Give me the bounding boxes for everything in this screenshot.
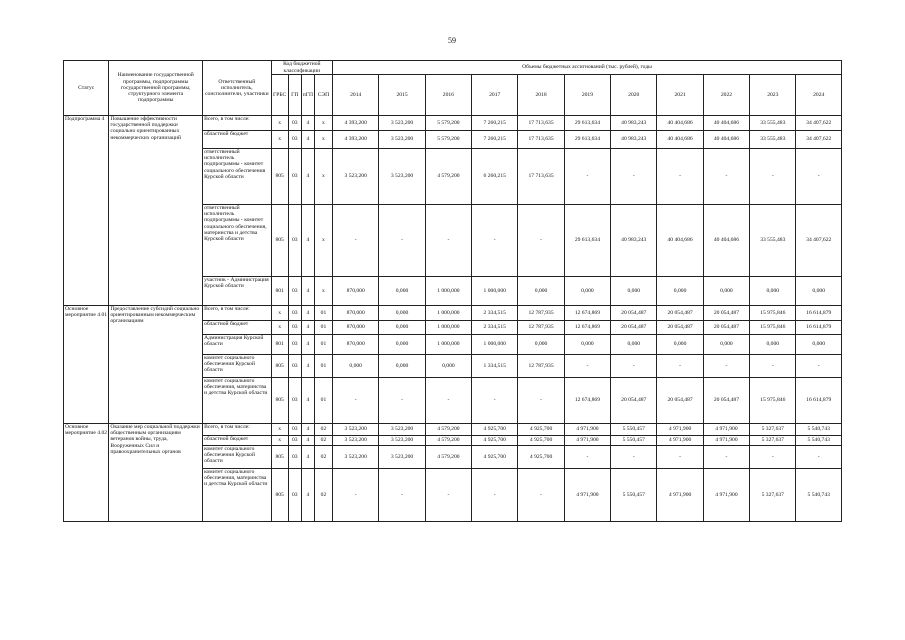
table-row bbox=[64, 306, 842, 321]
value-cell: - bbox=[796, 446, 842, 469]
value-cell: 0,000 bbox=[796, 277, 842, 306]
code-cell: 02 bbox=[314, 424, 332, 436]
value-cell: - bbox=[657, 446, 703, 469]
value-cell: 4 971,900 bbox=[564, 469, 610, 522]
code-cell: 03 bbox=[288, 205, 301, 277]
header-code-col: ГРБС bbox=[271, 75, 288, 116]
value-cell: 5 550,457 bbox=[611, 436, 657, 446]
code-cell: 01 bbox=[314, 378, 332, 424]
value-cell: 33 555,483 bbox=[750, 205, 796, 277]
value-cell: 33 555,483 bbox=[750, 131, 796, 149]
budget-allocation-table bbox=[63, 60, 842, 522]
executor-cell: Всего, в том числе: bbox=[203, 116, 272, 131]
value-cell: 34 407,622 bbox=[796, 205, 842, 277]
value-cell: 4 971,900 bbox=[657, 436, 703, 446]
value-cell: 34 407,622 bbox=[796, 116, 842, 131]
code-cell: 03 bbox=[288, 378, 301, 424]
value-cell: 29 613,634 bbox=[564, 116, 610, 131]
value-cell: - bbox=[379, 378, 425, 424]
code-cell: х bbox=[314, 205, 332, 277]
value-cell: 0,000 bbox=[703, 277, 749, 306]
code-cell: х bbox=[271, 306, 288, 321]
code-cell: 4 bbox=[301, 355, 314, 378]
code-cell: 4 bbox=[301, 446, 314, 469]
section-status: Основное мероприятие 4.01 bbox=[64, 306, 109, 424]
code-cell: 02 bbox=[314, 446, 332, 469]
value-cell: 20 054,487 bbox=[703, 378, 749, 424]
value-cell: 40 983,243 bbox=[611, 131, 657, 149]
executor-cell: участник - Администрация Курской области bbox=[203, 277, 272, 306]
value-cell: 40 404,686 bbox=[657, 131, 703, 149]
value-cell: 5 579,200 bbox=[425, 131, 471, 149]
code-cell: 02 bbox=[314, 436, 332, 446]
value-cell: 7 260,215 bbox=[472, 131, 518, 149]
table-header bbox=[64, 61, 842, 116]
value-cell: 40 404,686 bbox=[657, 116, 703, 131]
value-cell: 16 614,879 bbox=[796, 321, 842, 335]
value-cell: 16 614,879 bbox=[796, 378, 842, 424]
executor-cell: областной бюджет bbox=[203, 321, 272, 335]
value-cell: - bbox=[750, 446, 796, 469]
code-cell: 4 bbox=[301, 321, 314, 335]
code-cell: 01 bbox=[314, 306, 332, 321]
value-cell: - bbox=[333, 469, 379, 522]
value-cell: 4 579,200 bbox=[425, 436, 471, 446]
value-cell: 29 613,634 bbox=[564, 131, 610, 149]
value-cell: 5 550,457 bbox=[611, 424, 657, 436]
code-cell: 03 bbox=[288, 131, 301, 149]
header-year: 2017 bbox=[472, 75, 518, 116]
executor-cell: Администрация Курской области bbox=[203, 335, 272, 355]
code-cell: 03 bbox=[288, 116, 301, 131]
code-cell: 03 bbox=[288, 424, 301, 436]
code-cell: 4 bbox=[301, 424, 314, 436]
value-cell: 0,000 bbox=[379, 335, 425, 355]
value-cell: 0,000 bbox=[333, 355, 379, 378]
value-cell: 15 975,846 bbox=[750, 378, 796, 424]
value-cell: 12 674,869 bbox=[564, 321, 610, 335]
value-cell: - bbox=[472, 469, 518, 522]
code-cell: 4 bbox=[301, 306, 314, 321]
code-cell: х bbox=[271, 321, 288, 335]
header-volume-group: Объемы бюджетных ассигнований (тыс. рублей), годы bbox=[333, 61, 842, 75]
value-cell: 40 404,686 bbox=[703, 131, 749, 149]
table-row bbox=[64, 424, 842, 436]
value-cell: - bbox=[425, 378, 471, 424]
value-cell: 20 054,487 bbox=[657, 378, 703, 424]
header-year: 2019 bbox=[564, 75, 610, 116]
value-cell: 4 971,900 bbox=[657, 469, 703, 522]
value-cell: 5 540,743 bbox=[796, 469, 842, 522]
value-cell: 15 975,846 bbox=[750, 321, 796, 335]
value-cell: 4 971,900 bbox=[703, 469, 749, 522]
code-cell: 03 bbox=[288, 277, 301, 306]
value-cell: 3 523,200 bbox=[333, 149, 379, 205]
code-cell: 4 bbox=[301, 131, 314, 149]
value-cell: 3 523,200 bbox=[379, 446, 425, 469]
value-cell: 20 054,487 bbox=[703, 321, 749, 335]
value-cell: 3 523,200 bbox=[333, 446, 379, 469]
value-cell: 0,000 bbox=[703, 335, 749, 355]
value-cell: 15 975,846 bbox=[750, 306, 796, 321]
value-cell: 4 925,700 bbox=[518, 446, 564, 469]
value-cell: 870,000 bbox=[333, 335, 379, 355]
value-cell: 4 925,700 bbox=[472, 424, 518, 436]
executor-cell: комитет социального обеспечения, материнства и детства Курской области bbox=[203, 378, 272, 424]
value-cell: 4 971,900 bbox=[703, 424, 749, 436]
header-year: 2023 bbox=[750, 75, 796, 116]
value-cell: - bbox=[472, 205, 518, 277]
value-cell: - bbox=[611, 355, 657, 378]
value-cell: - bbox=[796, 149, 842, 205]
value-cell: 5 540,743 bbox=[796, 424, 842, 436]
value-cell: - bbox=[796, 355, 842, 378]
value-cell: 1 000,000 bbox=[425, 277, 471, 306]
value-cell: 4 925,700 bbox=[472, 446, 518, 469]
table-row bbox=[64, 116, 842, 131]
code-cell: 805 bbox=[271, 355, 288, 378]
code-cell: 4 bbox=[301, 335, 314, 355]
value-cell: 7 260,215 bbox=[472, 116, 518, 131]
value-cell: 40 404,686 bbox=[657, 205, 703, 277]
value-cell: 3 523,200 bbox=[333, 424, 379, 436]
value-cell: 4 393,200 bbox=[333, 116, 379, 131]
section-name: Предоставление субсидий социально ориентированным некоммерческим организациям bbox=[109, 306, 203, 424]
code-cell: 01 bbox=[314, 321, 332, 335]
section-name: Оказание мер социальной поддержки общественным организациям ветеранов войны, труда, Вооруженных Сил и правоохранительных органов bbox=[109, 424, 203, 522]
value-cell: 0,000 bbox=[518, 277, 564, 306]
executor-cell: ответственный исполнитель подпрограммы - комитет социального обеспечения, материнства и детства Курской области bbox=[203, 205, 272, 277]
value-cell: 4 925,700 bbox=[472, 436, 518, 446]
header-year: 2018 bbox=[518, 75, 564, 116]
value-cell: 40 404,686 bbox=[703, 205, 749, 277]
value-cell: 1 000,000 bbox=[425, 321, 471, 335]
value-cell: - bbox=[472, 378, 518, 424]
value-cell: - bbox=[657, 355, 703, 378]
value-cell: - bbox=[564, 355, 610, 378]
code-cell: 805 bbox=[271, 149, 288, 205]
executor-cell: комитет социального обеспечения, материнства и детства Курской области bbox=[203, 469, 272, 522]
value-cell: 0,000 bbox=[518, 335, 564, 355]
value-cell: - bbox=[611, 149, 657, 205]
header-year: 2024 bbox=[796, 75, 842, 116]
header-year: 2015 bbox=[379, 75, 425, 116]
code-cell: 4 bbox=[301, 378, 314, 424]
value-cell: 4 971,900 bbox=[703, 436, 749, 446]
header-year: 2014 bbox=[333, 75, 379, 116]
value-cell: 5 550,457 bbox=[611, 469, 657, 522]
value-cell: 17 713,635 bbox=[518, 131, 564, 149]
value-cell: 12 787,935 bbox=[518, 321, 564, 335]
value-cell: 5 540,743 bbox=[796, 436, 842, 446]
code-cell: х bbox=[271, 116, 288, 131]
code-cell: х bbox=[314, 116, 332, 131]
value-cell: 4 579,200 bbox=[425, 424, 471, 436]
value-cell: 29 613,634 bbox=[564, 205, 610, 277]
value-cell: 20 054,487 bbox=[657, 321, 703, 335]
value-cell: - bbox=[518, 205, 564, 277]
value-cell: 1 000,000 bbox=[472, 277, 518, 306]
table-body bbox=[64, 116, 842, 522]
value-cell: - bbox=[703, 149, 749, 205]
value-cell: 3 523,200 bbox=[379, 436, 425, 446]
code-cell: х bbox=[271, 131, 288, 149]
header-executor: Ответственный исполнитель, соисполнители, участники bbox=[203, 61, 272, 116]
header-code-col: пГП bbox=[301, 75, 314, 116]
value-cell: 0,000 bbox=[750, 277, 796, 306]
value-cell: 2 334,515 bbox=[472, 306, 518, 321]
value-cell: 1 000,000 bbox=[472, 335, 518, 355]
code-cell: х bbox=[314, 277, 332, 306]
header-name: Наименование государственной программы, подпрограммы государственной программы, структурного элемента подпрограммы bbox=[109, 61, 203, 116]
code-cell: х bbox=[314, 149, 332, 205]
header-code-col: СЭП bbox=[314, 75, 332, 116]
executor-cell: Всего, в том числе: bbox=[203, 424, 272, 436]
value-cell: 0,000 bbox=[611, 277, 657, 306]
value-cell: 3 523,200 bbox=[379, 116, 425, 131]
code-cell: 03 bbox=[288, 321, 301, 335]
value-cell: 0,000 bbox=[379, 355, 425, 378]
value-cell: 4 971,900 bbox=[564, 424, 610, 436]
value-cell: 40 983,243 bbox=[611, 205, 657, 277]
code-cell: 805 bbox=[271, 378, 288, 424]
section-name: Повышение эффективности государственной поддержки социально ориентированных некоммерческих организаций bbox=[109, 116, 203, 306]
value-cell: 12 674,869 bbox=[564, 306, 610, 321]
code-cell: 01 bbox=[314, 335, 332, 355]
value-cell: 5 327,637 bbox=[750, 424, 796, 436]
value-cell: 0,000 bbox=[425, 355, 471, 378]
code-cell: 801 bbox=[271, 277, 288, 306]
header-year: 2020 bbox=[611, 75, 657, 116]
code-cell: 03 bbox=[288, 355, 301, 378]
code-cell: 03 bbox=[288, 436, 301, 446]
executor-cell: областной бюджет bbox=[203, 131, 272, 149]
value-cell: - bbox=[750, 355, 796, 378]
code-cell: х bbox=[314, 131, 332, 149]
value-cell: 870,000 bbox=[333, 277, 379, 306]
value-cell: 20 054,487 bbox=[703, 306, 749, 321]
executor-cell: комитет социального обеспечения Курской области bbox=[203, 355, 272, 378]
code-cell: 03 bbox=[288, 446, 301, 469]
value-cell: 1 334,515 bbox=[472, 355, 518, 378]
value-cell: 0,000 bbox=[379, 277, 425, 306]
value-cell: 0,000 bbox=[657, 335, 703, 355]
value-cell: 0,000 bbox=[564, 335, 610, 355]
code-cell: 805 bbox=[271, 446, 288, 469]
value-cell: 0,000 bbox=[379, 321, 425, 335]
header-status: Статус bbox=[64, 61, 109, 116]
value-cell: 4 971,900 bbox=[564, 436, 610, 446]
code-cell: 801 bbox=[271, 335, 288, 355]
value-cell: 16 614,879 bbox=[796, 306, 842, 321]
value-cell: 0,000 bbox=[611, 335, 657, 355]
value-cell: 40 983,243 bbox=[611, 116, 657, 131]
value-cell: 3 523,200 bbox=[379, 131, 425, 149]
value-cell: 5 327,637 bbox=[750, 436, 796, 446]
value-cell: - bbox=[657, 149, 703, 205]
executor-cell: ответственный исполнитель подпрограммы - комитет социального обеспечения Курской области bbox=[203, 149, 272, 205]
code-cell: х bbox=[271, 424, 288, 436]
value-cell: 34 407,622 bbox=[796, 131, 842, 149]
value-cell: - bbox=[611, 446, 657, 469]
value-cell: 4 971,900 bbox=[657, 424, 703, 436]
value-cell: 12 787,935 bbox=[518, 306, 564, 321]
section-status: Подпрограмма 4 bbox=[64, 116, 109, 306]
value-cell: 20 054,487 bbox=[657, 306, 703, 321]
code-cell: 4 bbox=[301, 149, 314, 205]
section-status: Основное мероприятие 4.02 bbox=[64, 424, 109, 522]
code-cell: 4 bbox=[301, 205, 314, 277]
value-cell: - bbox=[564, 446, 610, 469]
code-cell: 4 bbox=[301, 469, 314, 522]
code-cell: 805 bbox=[271, 469, 288, 522]
code-cell: 805 bbox=[271, 205, 288, 277]
code-cell: 4 bbox=[301, 436, 314, 446]
value-cell: 4 393,200 bbox=[333, 131, 379, 149]
value-cell: - bbox=[703, 355, 749, 378]
value-cell: - bbox=[379, 205, 425, 277]
value-cell: 0,000 bbox=[750, 335, 796, 355]
header-code-group: Код бюджетной классификации bbox=[271, 61, 332, 75]
value-cell: - bbox=[333, 378, 379, 424]
code-cell: 03 bbox=[288, 335, 301, 355]
value-cell: 4 579,200 bbox=[425, 149, 471, 205]
value-cell: 3 523,200 bbox=[379, 149, 425, 205]
value-cell: 6 260,215 bbox=[472, 149, 518, 205]
value-cell: - bbox=[425, 205, 471, 277]
value-cell: 870,000 bbox=[333, 321, 379, 335]
value-cell: - bbox=[333, 205, 379, 277]
value-cell: 3 523,200 bbox=[333, 436, 379, 446]
value-cell: - bbox=[425, 469, 471, 522]
value-cell: 33 555,483 bbox=[750, 116, 796, 131]
value-cell: 20 054,487 bbox=[611, 378, 657, 424]
value-cell: 3 523,200 bbox=[379, 424, 425, 436]
value-cell: 17 713,635 bbox=[518, 116, 564, 131]
value-cell: 12 787,935 bbox=[518, 355, 564, 378]
header-year: 2022 bbox=[703, 75, 749, 116]
value-cell: 4 925,700 bbox=[518, 424, 564, 436]
value-cell: 40 404,686 bbox=[703, 116, 749, 131]
value-cell: - bbox=[518, 469, 564, 522]
code-cell: 03 bbox=[288, 306, 301, 321]
executor-cell: комитет социального обеспечения Курской области bbox=[203, 446, 272, 469]
value-cell: 5 327,637 bbox=[750, 469, 796, 522]
value-cell: 20 054,487 bbox=[611, 306, 657, 321]
code-cell: 4 bbox=[301, 116, 314, 131]
value-cell: 0,000 bbox=[564, 277, 610, 306]
executor-cell: областной бюджет bbox=[203, 436, 272, 446]
value-cell: 0,000 bbox=[379, 306, 425, 321]
value-cell: 1 000,000 bbox=[425, 306, 471, 321]
value-cell: 5 579,200 bbox=[425, 116, 471, 131]
page-number: 59 bbox=[448, 36, 456, 45]
value-cell: - bbox=[703, 446, 749, 469]
value-cell: 20 054,487 bbox=[611, 321, 657, 335]
value-cell: 12 674,869 bbox=[564, 378, 610, 424]
value-cell: 0,000 bbox=[657, 277, 703, 306]
value-cell: - bbox=[518, 378, 564, 424]
code-cell: 01 bbox=[314, 355, 332, 378]
value-cell: - bbox=[379, 469, 425, 522]
value-cell: 2 334,515 bbox=[472, 321, 518, 335]
header-year: 2016 bbox=[425, 75, 471, 116]
value-cell: 4 579,200 bbox=[425, 446, 471, 469]
value-cell: 870,000 bbox=[333, 306, 379, 321]
value-cell: 1 000,000 bbox=[425, 335, 471, 355]
code-cell: 02 bbox=[314, 469, 332, 522]
header-year: 2021 bbox=[657, 75, 703, 116]
value-cell: - bbox=[564, 149, 610, 205]
value-cell: 17 713,635 bbox=[518, 149, 564, 205]
value-cell: - bbox=[750, 149, 796, 205]
code-cell: 4 bbox=[301, 277, 314, 306]
code-cell: х bbox=[271, 436, 288, 446]
value-cell: 0,000 bbox=[796, 335, 842, 355]
code-cell: 03 bbox=[288, 469, 301, 522]
executor-cell: Всего, в том числе: bbox=[203, 306, 272, 321]
header-code-col: ГП bbox=[288, 75, 301, 116]
code-cell: 03 bbox=[288, 149, 301, 205]
value-cell: 4 925,700 bbox=[518, 436, 564, 446]
